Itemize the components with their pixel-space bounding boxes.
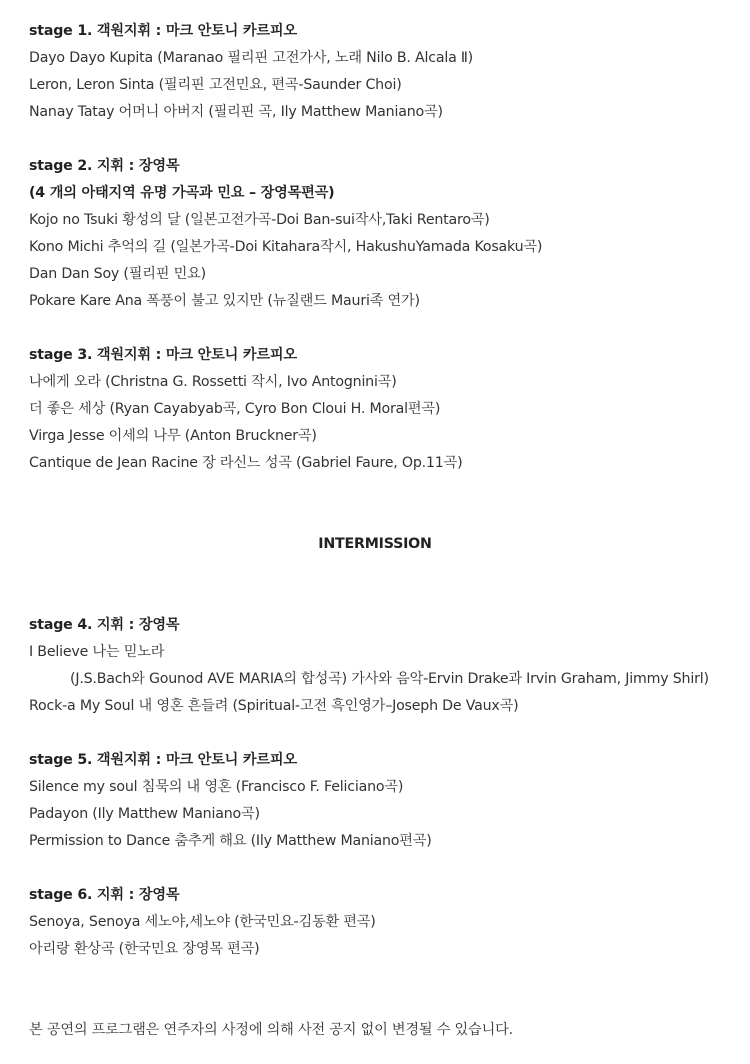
- program-item: Kojo no Tsuki 황성의 달 (일본고전가곡-Doi Ban-sui작사,Taki Rentaro곡): [29, 212, 490, 228]
- program-item: Dayo Dayo Kupita (Maranao 필리핀 고전가사, 노래 Nilo B. Alcala Ⅱ): [29, 50, 474, 66]
- program-item: Dan Dan Soy (필리핀 민요): [29, 266, 206, 282]
- spacer: [29, 855, 750, 882]
- program-item: 더 좋은 세상 (Ryan Cayabyab곡, Cyro Bon Cloui H. Moral편곡): [29, 401, 441, 417]
- intermission-heading: INTERMISSION: [318, 536, 432, 552]
- spacer: [29, 963, 750, 990]
- program-item-detail: (J.S.Bach와 Gounod AVE MARIA의 합성곡) 가사와 음악-Ervin Drake과 Irvin Graham, Jimmy Shirl): [70, 671, 709, 687]
- stage-3: [29, 342, 750, 477]
- spacer: [29, 504, 750, 531]
- stage-heading: stage 4. 지휘 : 장영목: [29, 617, 180, 633]
- stage-subheading: (4 개의 아태지역 유명 가곡과 민요 – 장영목편곡): [29, 185, 335, 201]
- stage-4: [29, 612, 750, 720]
- stage-heading: stage 2. 지휘 : 장영목: [29, 158, 180, 174]
- stage-1: [29, 18, 750, 126]
- program-item: Rock-a My Soul 내 영혼 흔들려 (Spiritual-고전 흑인영가–Joseph De Vaux곡): [29, 698, 519, 714]
- stage-6: [29, 882, 750, 963]
- program-item: Pokare Kare Ana 폭풍이 불고 있지만 (뉴질랜드 Mauri족 연가): [29, 293, 420, 309]
- spacer: [29, 558, 750, 585]
- program-item: I Believe 나는 믿노라: [29, 644, 165, 660]
- spacer: [29, 990, 750, 1017]
- program-item: 나에게 오라 (Christna G. Rossetti 작시, Ivo Antognini곡): [29, 374, 397, 390]
- program-item: Cantique de Jean Racine 장 라신느 성곡 (Gabriel Faure, Op.11곡): [29, 455, 463, 471]
- stage-5: [29, 747, 750, 855]
- program-item: Padayon (Ily Matthew Maniano곡): [29, 806, 260, 822]
- stage-2: [29, 153, 750, 315]
- program-item: Kono Michi 추억의 길 (일본가곡-Doi Kitahara작시, HakushuYamada Kosaku곡): [29, 239, 543, 255]
- stage-heading: stage 5. 객원지휘 : 마크 안토니 카르피오: [29, 752, 297, 768]
- stage-heading: stage 3. 객원지휘 : 마크 안토니 카르피오: [29, 347, 297, 363]
- program-item: Permission to Dance 춤추게 해요 (Ily Matthew Maniano편곡): [29, 833, 432, 849]
- spacer: [29, 126, 750, 153]
- program-item: 아리랑 환상곡 (한국민요 장영목 편곡): [29, 941, 260, 957]
- program-item: Leron, Leron Sinta (필리핀 고전민요, 편곡-Saunder Choi): [29, 77, 402, 93]
- spacer: [29, 315, 750, 342]
- program-item: Virga Jesse 이세의 나무 (Anton Bruckner곡): [29, 428, 317, 444]
- stage-heading: stage 6. 지휘 : 장영목: [29, 887, 180, 903]
- program-notice: 본 공연의 프로그램은 연주자의 사정에 의해 사전 공지 없이 변경될 수 있습니다.: [29, 1022, 513, 1038]
- program-item: Senoya, Senoya 세노야,세노야 (한국민요-김동환 편곡): [29, 914, 376, 930]
- program-item: Silence my soul 침묵의 내 영혼 (Francisco F. Feliciano곡): [29, 779, 404, 795]
- spacer: [29, 477, 750, 504]
- spacer: [29, 720, 750, 747]
- spacer: [29, 585, 750, 612]
- stage-heading: stage 1. 객원지휘 : 마크 안토니 카르피오: [29, 23, 297, 39]
- program-item: Nanay Tatay 어머니 아버지 (필리핀 곡, Ily Matthew Maniano곡): [29, 104, 443, 120]
